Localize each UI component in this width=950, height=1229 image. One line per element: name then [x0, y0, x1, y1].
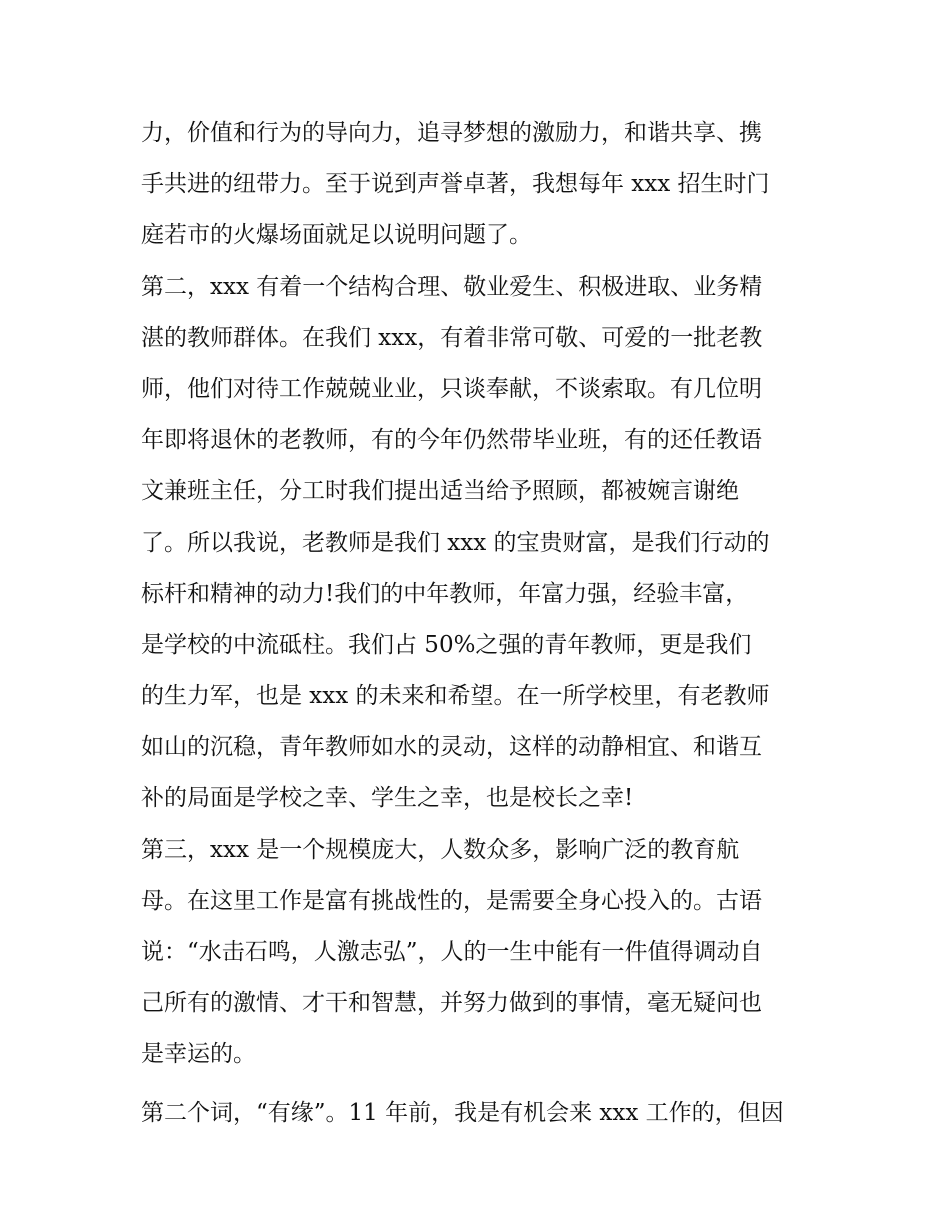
text-line: 母。在这里工作是富有挑战性的，是需要全身心投入的。古语: [141, 887, 762, 914]
text-line: 手共进的纽带力。至于说到声誉卓著，我想每年 xxx 招生时门: [141, 171, 770, 198]
text-line: 第三，xxx 是一个规模庞大，人数众多，影响广泛的教育航: [141, 836, 740, 863]
text-line: 庭若市的火爆场面就足以说明问题了。: [141, 222, 532, 249]
text-line: 文兼班主任，分工时我们提出适当给予照顾，都被婉言谢绝: [141, 478, 739, 505]
text-line: 湛的教师群体。在我们 xxx，有着非常可敬、可爱的一批老教: [141, 324, 763, 351]
document-body: [141, 108, 821, 1139]
text-line: 是幸运的。: [141, 1041, 256, 1068]
text-line: 是学校的中流砥柱。我们占 50%之强的青年教师，更是我们: [141, 631, 752, 658]
text-line: 年即将退休的老教师，有的今年仍然带毕业班，有的还任教语: [141, 427, 762, 454]
text-line: 补的局面是学校之幸、学生之幸，也是校长之幸!: [141, 785, 634, 812]
text-line: 的生力军，也是 xxx 的未来和希望。在一所学校里，有老教师: [141, 683, 770, 710]
text-line: 第二个词，“有缘”。11 年前，我是有机会来 xxx 工作的，但因: [141, 1099, 784, 1126]
text-line: 力，价值和行为的导向力，追寻梦想的激励力，和谐共享、携: [141, 120, 762, 146]
text-line: 说：“水击石鸣，人激志弘”，人的一生中能有一件值得调动自: [141, 939, 763, 965]
text-line: 师，他们对待工作兢兢业业，只谈奉献，不谈索取。有几位明: [141, 375, 762, 402]
text-line: 了。所以我说，老教师是我们 xxx 的宝贵财富，是我们行动的: [141, 529, 770, 556]
text-line: 己所有的激情、才干和智慧，并努力做到的事情，毫无疑问也: [141, 990, 762, 1017]
text-line: 第二，xxx 有着一个结构合理、敬业爱生、积极进取、业务精: [141, 273, 763, 300]
text-line: 如山的沉稳，青年教师如水的灵动，这样的动静相宜、和谐互: [141, 734, 762, 761]
text-line: 标杆和精神的动力!我们的中年教师，年富力强，经验丰富，: [141, 580, 749, 607]
